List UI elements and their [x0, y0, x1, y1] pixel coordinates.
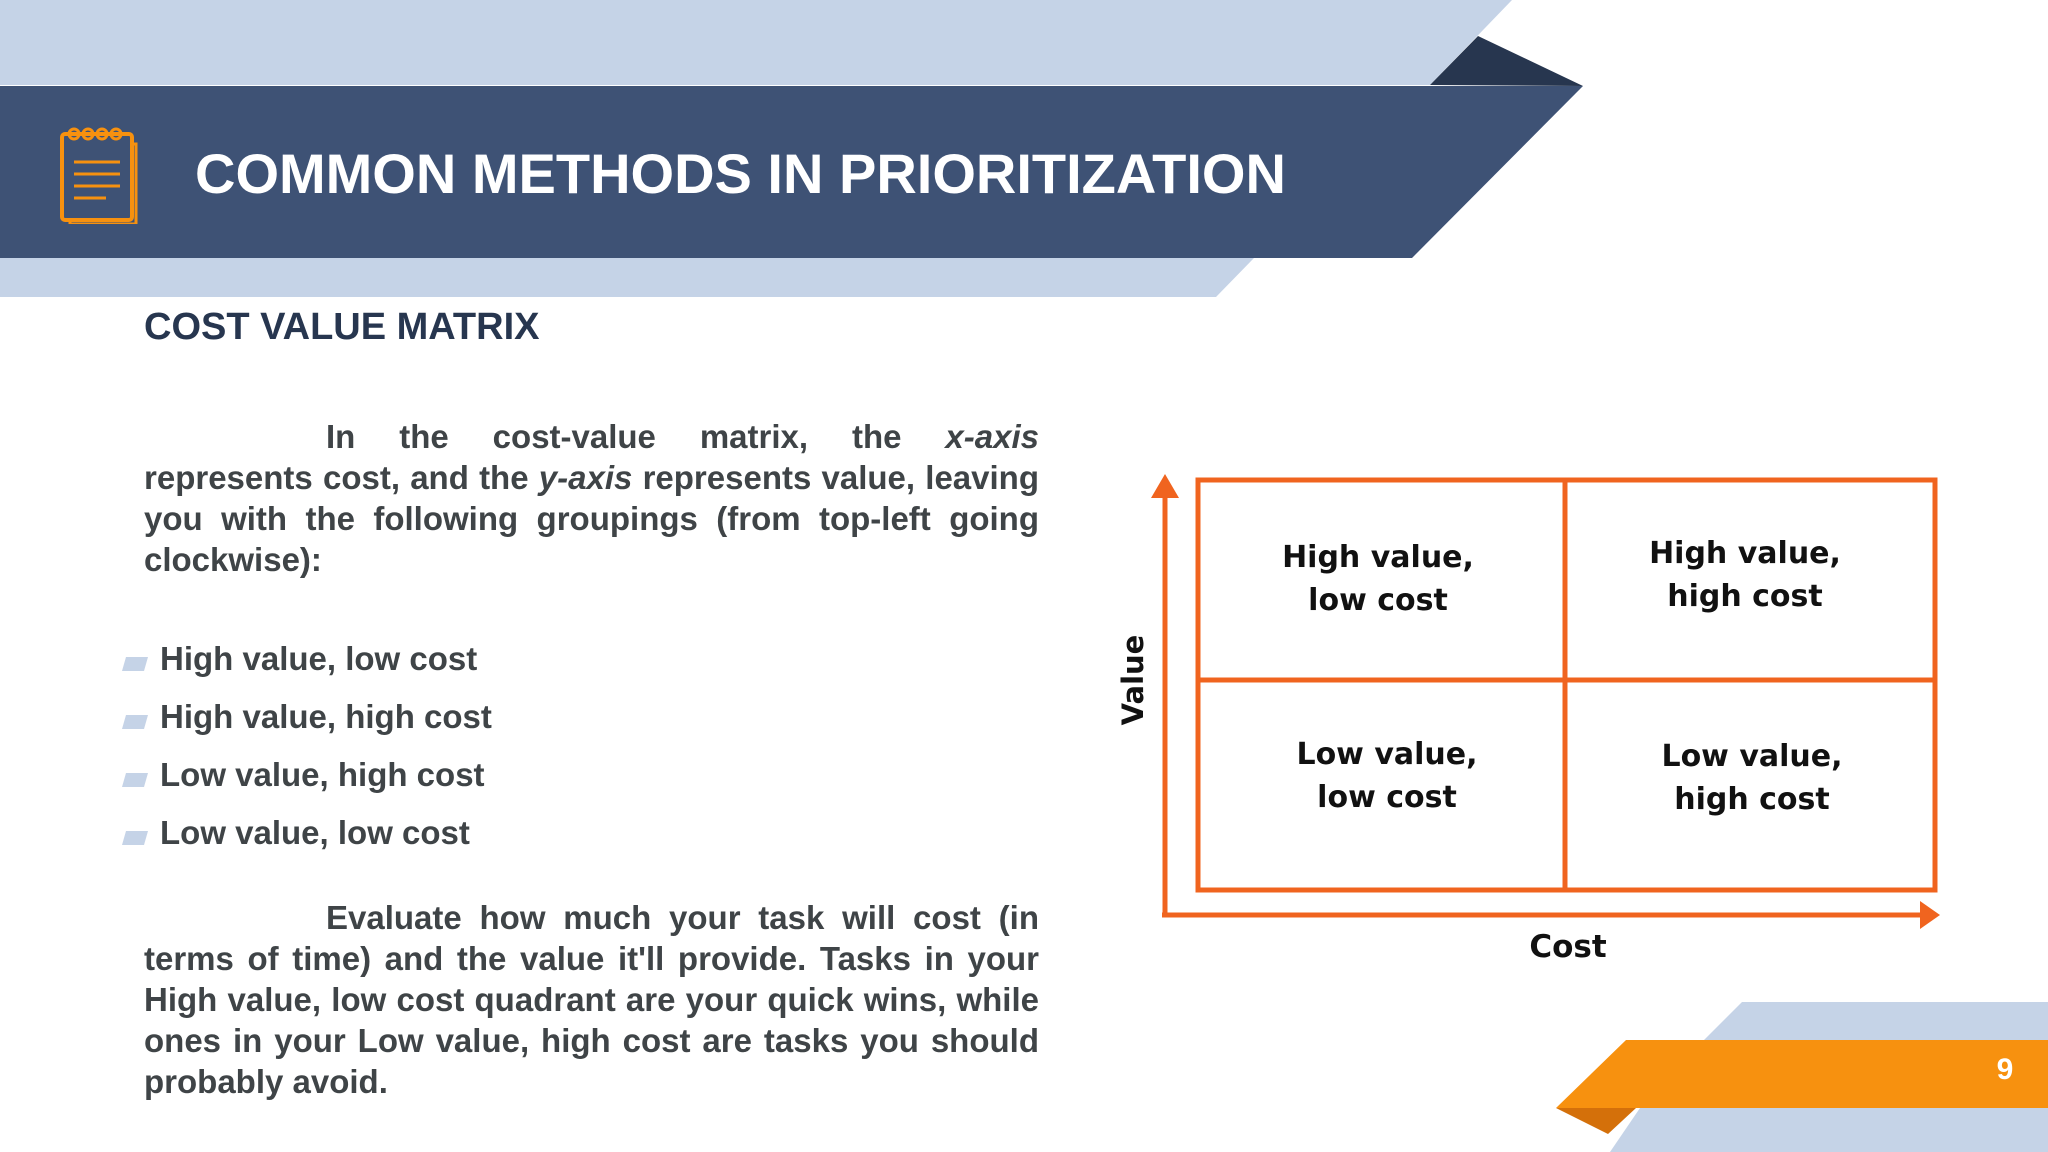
grouping-label: High value, low cost [160, 640, 478, 677]
grouping-label: High value, high cost [160, 698, 492, 735]
bottom-orange-shadow [1556, 1108, 1636, 1134]
quadrant-top-right-line1: High value, [1649, 536, 1841, 571]
bottom-light-band-lower [1610, 1108, 2048, 1152]
bottom-orange-band [1556, 1040, 2048, 1108]
intro-text-part3: represents value, leaving you with the following groupings (from top-left going clockwise): [144, 459, 1039, 578]
top-light-band [0, 0, 1512, 85]
quadrant-bottom-right-line2: high cost [1674, 782, 1830, 817]
y-axis-arrow-icon [1151, 474, 1179, 498]
slide-title: COMMON METHODS IN PRIORITIZATION [195, 142, 1286, 205]
notepad-icon [58, 124, 140, 224]
quadrant-bottom-left-line2: low cost [1317, 780, 1457, 815]
bullet-marker-icon [122, 831, 148, 845]
intro-paragraph [144, 416, 1039, 580]
quadrant-bottom-left-line1: Low value, [1296, 737, 1478, 772]
page-number: 9 [1996, 1053, 2014, 1086]
x-axis-label: Cost [1529, 929, 1607, 965]
intro-text-part2: represents cost, and the [144, 459, 539, 496]
section-title: COST VALUE MATRIX [144, 306, 540, 348]
cost-value-matrix [1100, 460, 1950, 980]
bullet-marker-icon [122, 715, 148, 729]
bottom-light-band-upper [1704, 1002, 2048, 1040]
y-axis-label: Value [1116, 634, 1150, 726]
x-axis-arrow-icon [1920, 901, 1940, 929]
bullet-marker-icon [122, 657, 148, 671]
y-axis-term: y-axis [538, 459, 633, 496]
bullet-marker-icon [122, 773, 148, 787]
quadrant-bottom-right-line1: Low value, [1661, 739, 1843, 774]
quadrant-top-left-line2: low cost [1308, 583, 1448, 618]
grouping-label: Low value, low cost [160, 814, 470, 851]
quadrant-top-right-line2: high cost [1667, 579, 1823, 614]
grouping-label: Low value, high cost [160, 756, 485, 793]
quadrant-top-left-line1: High value, [1282, 540, 1474, 575]
x-axis-term: x-axis [945, 418, 1039, 455]
intro-text-part1: In the cost-value matrix, the [326, 418, 946, 455]
conclusion-paragraph: Evaluate how much your task will cost (in terms of time) and the value it'll provide. Tasks in your High value, low cost quadrant are your quick wins, while ones in your Low value, high cost are tasks you should probably avoid. [144, 899, 1039, 1100]
under-title-light-band [0, 258, 1254, 297]
